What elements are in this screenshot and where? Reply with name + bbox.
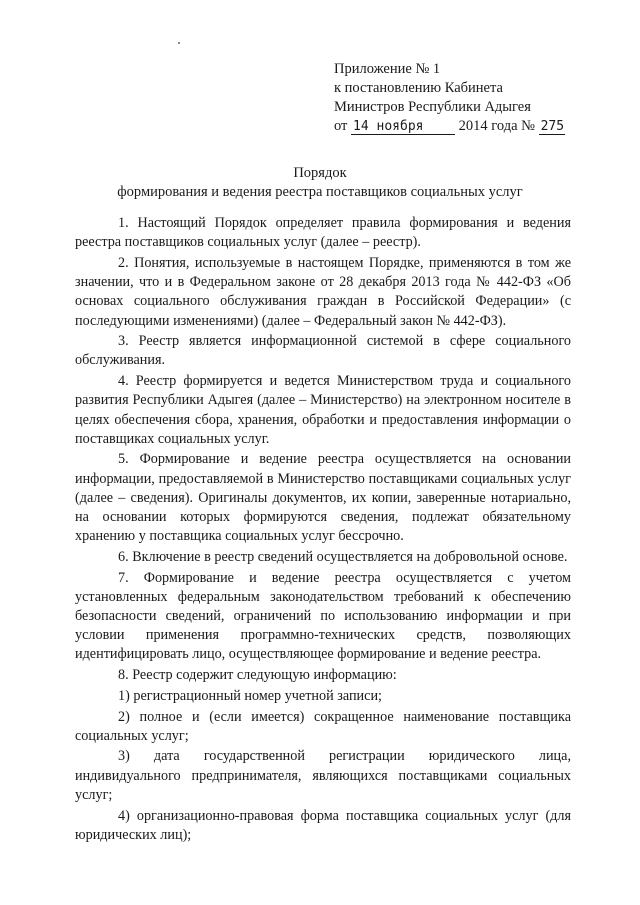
paragraph-7: 7. Формирование и ведение реестра осуществляется с учетом установленных федеральным законодательством требований к обеспечению безопасности сведений, ограничений по использованию информации и при условии применения программно-технических средств, позволяющих идентифицировать лицо, осуществляющее формирование и ведение реестра. xyxy=(75,569,571,663)
paragraph-2: 2. Понятия, используемые в настоящем Порядке, применяются в том же значении, что и в Федеральном законе от 28 декабря 2013 года № 442-ФЗ «Об основах социального обслуживания граждан в Российской Федерации» (с последующими изменениями) (далее – Федеральный закон № 442-ФЗ). xyxy=(75,254,571,329)
scan-speck xyxy=(178,42,180,44)
date-year: 2014 года № xyxy=(458,118,535,134)
list-item-1: 1) регистрационный номер учетной записи; xyxy=(118,687,382,704)
paragraph-3: 3. Реестр является информационной системой в сфере социального обслуживания. xyxy=(75,333,571,369)
annex-line-3: Министров Республики Адыгея xyxy=(334,99,531,115)
paragraph-6: 6. Включение в реестр сведений осуществляется на добровольной основе. xyxy=(118,548,568,565)
document-body xyxy=(75,214,571,845)
annex-date-line xyxy=(334,117,584,136)
paragraph-5: 5. Формирование и ведение реестра осуществляется на основании информации, предоставляемой в Министерство поставщиками социальных услуг (далее – сведения). Оригиналы документов, их копии, заверенные нотариально, на основании которых формируются сведения, подлежат обязательному хранению у поставщика социальных услуг бессрочно. xyxy=(75,451,571,545)
date-day-month: 14 ноября xyxy=(351,119,455,135)
date-prefix: от xyxy=(334,118,348,134)
annex-line-2: к постановлению Кабинета xyxy=(334,80,503,96)
list-item-2: 2) полное и (если имеется) сокращенное наименование поставщика социальных услуг; xyxy=(75,708,571,744)
paragraph-1: 1. Настоящий Порядок определяет правила формирования и ведения реестра поставщиков социальных услуг (далее – реестр). xyxy=(75,215,571,251)
paragraph-8: 8. Реестр содержит следующую информацию: xyxy=(118,667,397,684)
list-item-3: 3) дата государственной регистрации юридического лица, индивидуального предпринимателя, являющихся поставщиками социальных услуг; xyxy=(75,748,571,803)
paragraph-4: 4. Реестр формируется и ведется Министерством труда и социального развития Республики Адыгея (далее – Министерство) на электронном носителе в целях обеспечения сбора, хранения, обработки и предоставления информации о поставщиках социальных услуг. xyxy=(75,373,571,447)
annex-header xyxy=(334,60,584,136)
list-item-4: 4) организационно-правовая форма поставщика социальных услуг (для юридических лиц); xyxy=(75,807,571,843)
document-subtitle: формирования и ведения реестра поставщиков социальных услуг xyxy=(117,184,523,200)
annex-line-1: Приложение № 1 xyxy=(334,61,441,77)
document-number: 275 xyxy=(540,119,565,134)
document-title: Порядок xyxy=(293,165,347,181)
